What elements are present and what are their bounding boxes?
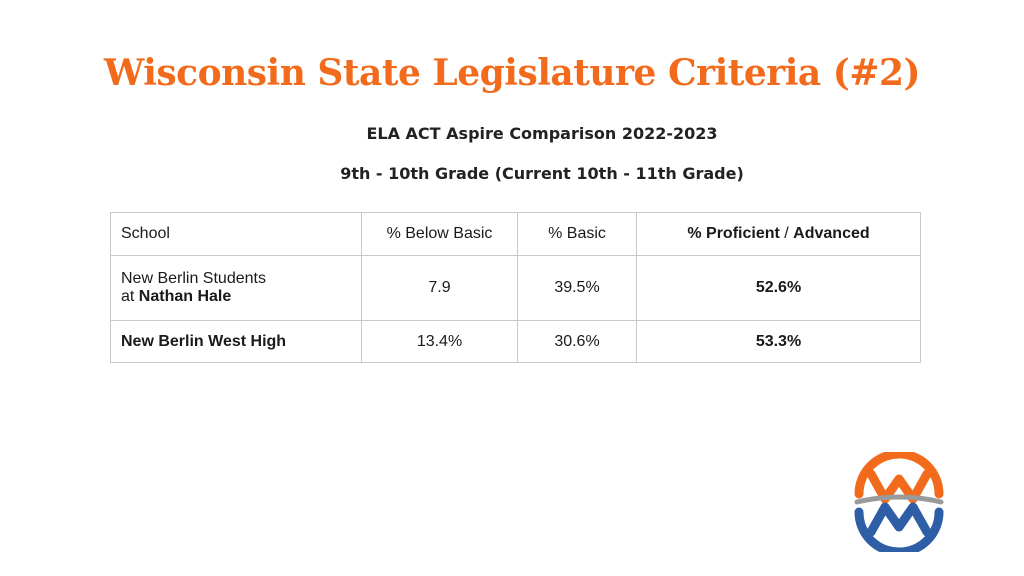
school-line1: New Berlin Students	[121, 270, 266, 287]
proficient-cell	[637, 321, 921, 363]
table-header-row	[111, 213, 921, 256]
school-cell	[111, 256, 362, 321]
basic-cell: 30.6%	[518, 321, 637, 363]
header-below-basic: % Below Basic	[362, 213, 518, 256]
header-school: School	[111, 213, 362, 256]
basic-cell: 39.5%	[518, 256, 637, 321]
school-line2-name: Nathan Hale	[138, 288, 232, 305]
below-basic-cell: 13.4%	[362, 321, 518, 363]
proficient-value: 53.3%	[755, 332, 802, 350]
header-basic: % Basic	[518, 213, 637, 256]
comparison-table	[110, 212, 921, 363]
proficient-value: 52.6%	[755, 279, 802, 296]
header-proficient: % Proficient	[687, 225, 780, 242]
school-name: New Berlin West High	[121, 332, 287, 350]
below-basic-cell: 7.9	[362, 256, 518, 321]
header-advanced: Advanced	[793, 225, 870, 242]
wm-logo-icon	[849, 452, 949, 552]
school-line2-prefix: at	[121, 288, 139, 305]
page-title: Wisconsin State Legislature Criteria (#2)	[103, 52, 921, 94]
proficient-cell	[637, 256, 921, 321]
header-sep: /	[779, 225, 794, 242]
header-proficient-advanced	[637, 213, 921, 256]
comparison-subtitle: ELA ACT Aspire Comparison 2022-2023	[366, 124, 718, 143]
grade-subtitle: 9th - 10th Grade (Current 10th - 11th Grade)	[340, 164, 744, 183]
school-cell	[111, 321, 362, 363]
table-row	[111, 321, 921, 363]
table-row	[111, 256, 921, 321]
